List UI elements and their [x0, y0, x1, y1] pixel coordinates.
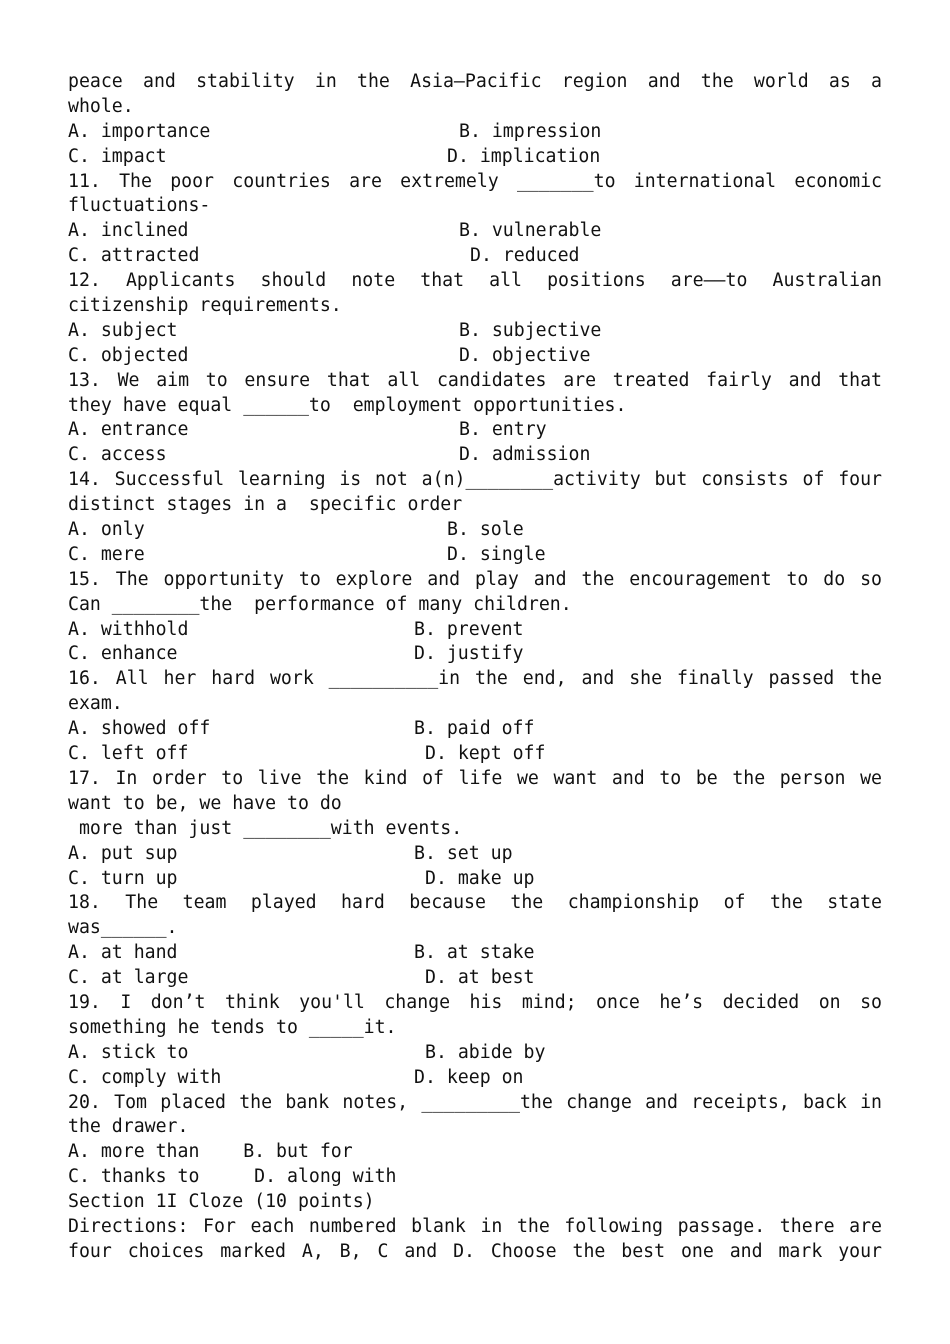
option-d: D. justify: [414, 643, 524, 665]
option-c: C. comply with: [68, 1066, 222, 1088]
q17-stem-end: more than just ________with events.: [68, 817, 463, 839]
option-b: B. prevent: [414, 618, 524, 640]
option-c: C. mere: [68, 543, 145, 565]
section-heading: Section 1I Cloze (10 points): [68, 1191, 375, 1213]
q13-stem-end: they have equal ______to employment opportunities.: [68, 394, 627, 416]
q16-stem: 16. All her hard work __________in the end, and she finally passed the: [68, 668, 882, 690]
q11-stem: 11. The poor countries are extremely _______to international economic: [68, 170, 882, 192]
q15-stem: 15. The opportunity to explore and play and the encouragement to do so: [68, 568, 882, 590]
q17-options-ab: [68, 842, 882, 867]
q13-stem: 13. We aim to ensure that all candidates are treated fairly and that: [68, 369, 882, 391]
option-d: D. implication: [447, 145, 601, 167]
q16-options-cd: [68, 742, 882, 767]
q13-options-ab: [68, 418, 882, 443]
option-a: A. put sup: [68, 842, 178, 864]
q12-stem-end: citizenship requirements.: [68, 295, 342, 317]
q19-options-ab: [68, 1041, 882, 1066]
q20-options-cd: C. thanks to D. along with: [68, 1166, 397, 1188]
option-d: D. make up: [425, 867, 535, 889]
option-d: D. kept off: [425, 743, 546, 765]
option-b: B. entry: [459, 419, 547, 441]
q12-stem: 12. Applicants should note that all positions are——to Australian: [68, 270, 882, 292]
q17-stem: 17. In order to live the kind of life we want and to be the person we: [68, 767, 882, 789]
q18-options-ab: [68, 941, 882, 966]
option-b: B. paid off: [414, 718, 535, 740]
q11-stem-end: fluctuations-: [68, 195, 211, 217]
option-a: A. only: [68, 519, 145, 541]
q13-options-cd: [68, 443, 882, 468]
option-b: B. at stake: [414, 942, 535, 964]
option-c: C. access: [68, 444, 167, 466]
option-b: B. set up: [414, 842, 513, 864]
q14-stem-end: distinct stages in a specific order: [68, 494, 463, 516]
q19-stem-end: something he tends to _____it.: [68, 1016, 397, 1038]
option-a: A. at hand: [68, 942, 178, 964]
option-a: A. showed off: [68, 718, 211, 740]
directions-line-1: Directions: For each numbered blank in the following passage. there are: [68, 1215, 882, 1237]
option-d: D. admission: [459, 444, 591, 466]
q18-stem: 18. The team played hard because the championship of the state: [68, 892, 882, 914]
q17-stem-cont: want to be, we have to do: [68, 792, 342, 814]
q12-options-cd: [68, 344, 882, 369]
q10-options-cd: [68, 145, 882, 170]
q10-options-ab: [68, 120, 882, 145]
option-b: B. impression: [459, 120, 602, 142]
option-a: A. stick to: [68, 1041, 189, 1063]
q20-options-ab: A. more than B. but for: [68, 1141, 353, 1163]
option-b: B. subjective: [459, 319, 602, 341]
q16-options-ab: [68, 717, 882, 742]
q11-options-cd: [68, 244, 882, 269]
option-a: A. withhold: [68, 618, 189, 640]
q14-options-cd: [68, 543, 882, 568]
option-c: C. at large: [68, 967, 189, 989]
q18-options-cd: [68, 966, 882, 991]
q10-stem-end: whole.: [68, 95, 134, 117]
document-page: [68, 70, 882, 1265]
q20-stem: 20. Tom placed the bank notes, _________the change and receipts, back in: [68, 1091, 882, 1113]
option-a: A. subject: [68, 319, 178, 341]
q11-options-ab: [68, 219, 882, 244]
q15-options-cd: [68, 642, 882, 667]
q20-stem-end: the drawer.: [68, 1116, 189, 1138]
option-c: C. objected: [68, 344, 189, 366]
q18-stem-end: was______.: [68, 917, 178, 939]
option-d: D. single: [447, 543, 546, 565]
q15-options-ab: [68, 618, 882, 643]
q10-stem-cont: peace and stability in the Asia—Pacific region and the world as a: [68, 71, 882, 92]
option-b: B. vulnerable: [459, 220, 602, 242]
option-c: C. left off: [68, 743, 189, 765]
option-b: B. sole: [447, 519, 524, 541]
q14-options-ab: [68, 518, 882, 543]
q12-options-ab: [68, 319, 882, 344]
option-b: B. abide by: [425, 1041, 546, 1063]
q15-stem-end: Can ________the performance of many children.: [68, 593, 572, 615]
option-d: D. reduced: [470, 245, 580, 267]
option-a: A. entrance: [68, 419, 189, 441]
option-c: C. attracted: [68, 245, 200, 267]
q17-options-cd: [68, 867, 882, 892]
option-a: A. inclined: [68, 220, 189, 242]
option-c: C. impact: [68, 145, 167, 167]
q16-stem-end: exam.: [68, 693, 123, 715]
option-d: D. keep on: [414, 1066, 524, 1088]
option-d: D. at best: [425, 967, 535, 989]
option-a: A. importance: [68, 120, 211, 142]
q19-stem: 19. I don’t think you'll change his mind; once he’s decided on so: [68, 991, 882, 1013]
q19-options-cd: [68, 1066, 882, 1091]
directions-line-2: four choices marked A, B, C and D. Choose the best one and mark your: [68, 1240, 882, 1262]
option-d: D. objective: [459, 344, 591, 366]
option-c: C. enhance: [68, 643, 178, 665]
q14-stem: 14. Successful learning is not a(n)________activity but consists of four: [68, 469, 882, 491]
option-c: C. turn up: [68, 867, 178, 889]
